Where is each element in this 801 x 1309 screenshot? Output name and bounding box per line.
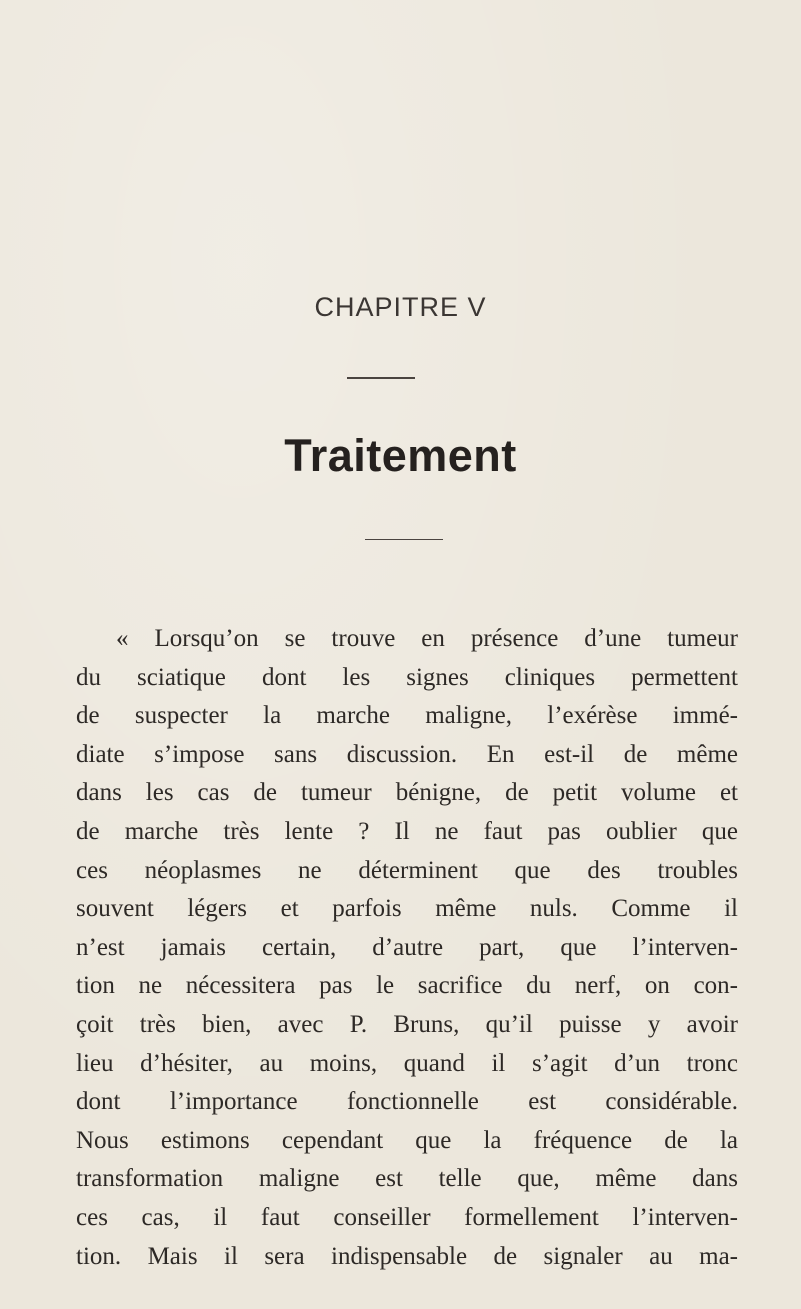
text-line: « Lorsqu’on se trouve en présence d’une tumeur	[116, 625, 738, 652]
text-line: diate s’impose sans discussion. En est-il de même	[76, 740, 738, 768]
text-line: Nous estimons cependant que la fréquence de la	[76, 1126, 738, 1154]
title-divider	[365, 539, 443, 540]
section-title: Traitement	[284, 430, 517, 481]
text-line: de suspecter la marche maligne, l’exérèse immé-	[76, 702, 738, 730]
text-line: de marche très lente ? Il ne faut pas oublier que	[76, 817, 738, 845]
text-line: transformation maligne est telle que, même dans	[76, 1165, 738, 1193]
text-line: dans les cas de tumeur bénigne, de petit volume et	[76, 779, 738, 807]
text-line: du sciatique dont les signes cliniques permettent	[76, 663, 738, 691]
body-paragraph	[76, 620, 738, 1276]
text-line: souvent légers et parfois même nuls. Comme il	[76, 895, 738, 923]
text-line: lieu d’hésiter, au moins, quand il s’agit d’un tronc	[76, 1049, 738, 1077]
text-line: ces cas, il faut conseiller formellement l’interven-	[76, 1203, 738, 1231]
chapter-heading: CHAPITRE V	[314, 292, 487, 322]
text-line: n’est jamais certain, d’autre part, que l’interven-	[76, 933, 738, 961]
text-line: dont l’importance fonctionnelle est considérable.	[76, 1088, 738, 1116]
text-line: çoit très bien, avec P. Bruns, qu’il puisse y avoir	[76, 1010, 738, 1038]
text-line: tion. Mais il sera indispensable de signaler au ma-	[76, 1242, 738, 1270]
text-line: tion ne nécessitera pas le sacrifice du nerf, on con-	[76, 972, 738, 1000]
chapter-divider	[347, 377, 415, 379]
text-line: ces néoplasmes ne déterminent que des troubles	[76, 856, 738, 884]
